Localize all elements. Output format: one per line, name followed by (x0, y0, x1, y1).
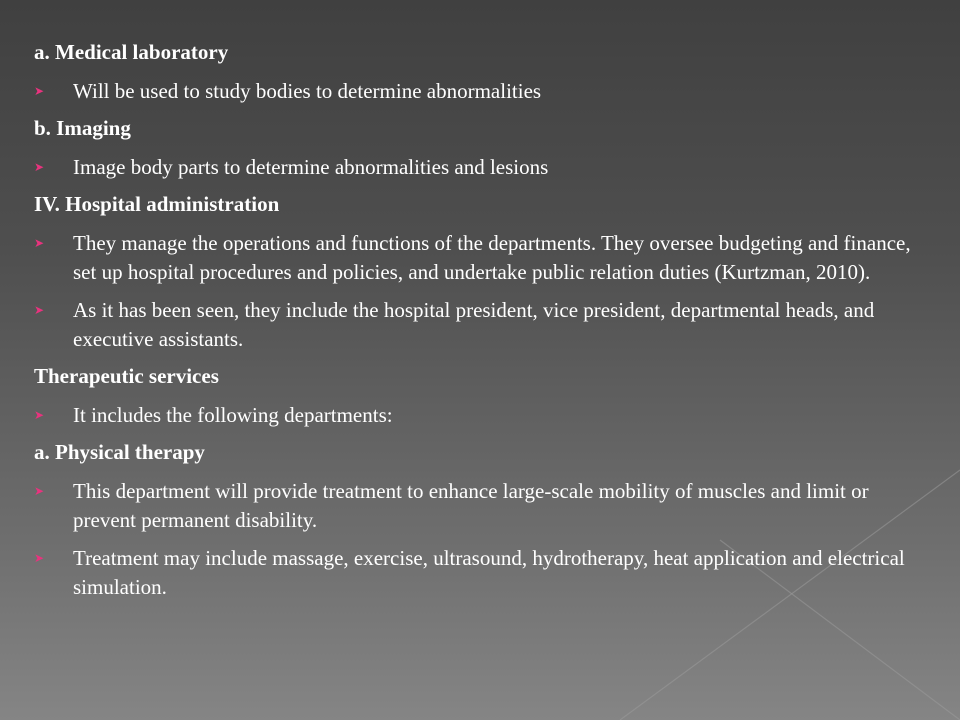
heading-hospital-administration: IV. Hospital administration (34, 192, 280, 216)
bullet-text: As it has been seen, they include the hospital president, vice president, departmental heads, and executive assistants. (73, 298, 875, 351)
bullet-item (34, 477, 929, 535)
arrow-bullet-icon: ➤ (34, 160, 45, 174)
arrow-bullet-icon: ➤ (34, 551, 45, 565)
bullet-text: Will be used to study bodies to determine abnormalities (73, 79, 542, 103)
bullet-item (34, 153, 929, 182)
bullet-text: Image body parts to determine abnormalities and lesions (73, 155, 549, 179)
arrow-bullet-icon: ➤ (34, 236, 45, 250)
bullet-item (34, 544, 929, 602)
bullet-text: This department will provide treatment to enhance large-scale mobility of muscles and limit or prevent permanent disability. (73, 479, 869, 532)
heading-imaging: b. Imaging (34, 116, 131, 140)
bullet-text: It includes the following departments: (73, 403, 393, 427)
heading-physical-therapy: a. Physical therapy (34, 440, 205, 464)
bullet-item (34, 77, 929, 106)
arrow-bullet-icon: ➤ (34, 484, 45, 498)
bullet-item (34, 401, 929, 430)
bullet-text: Treatment may include massage, exercise, ultrasound, hydrotherapy, heat application and electrical simulation. (73, 546, 905, 599)
heading-therapeutic-services: Therapeutic services (34, 364, 219, 388)
bullet-item (34, 229, 929, 287)
bullet-item (34, 296, 929, 354)
bullet-text: They manage the operations and functions of the departments. They oversee budgeting and finance, set up hospital procedures and policies, and undertake public relation duties (Kurtzman, 2010). (73, 231, 911, 284)
arrow-bullet-icon: ➤ (34, 84, 45, 98)
arrow-bullet-icon: ➤ (34, 303, 45, 317)
arrow-bullet-icon: ➤ (34, 408, 45, 422)
slide-body (34, 39, 929, 611)
heading-medical-laboratory: a. Medical laboratory (34, 40, 229, 64)
